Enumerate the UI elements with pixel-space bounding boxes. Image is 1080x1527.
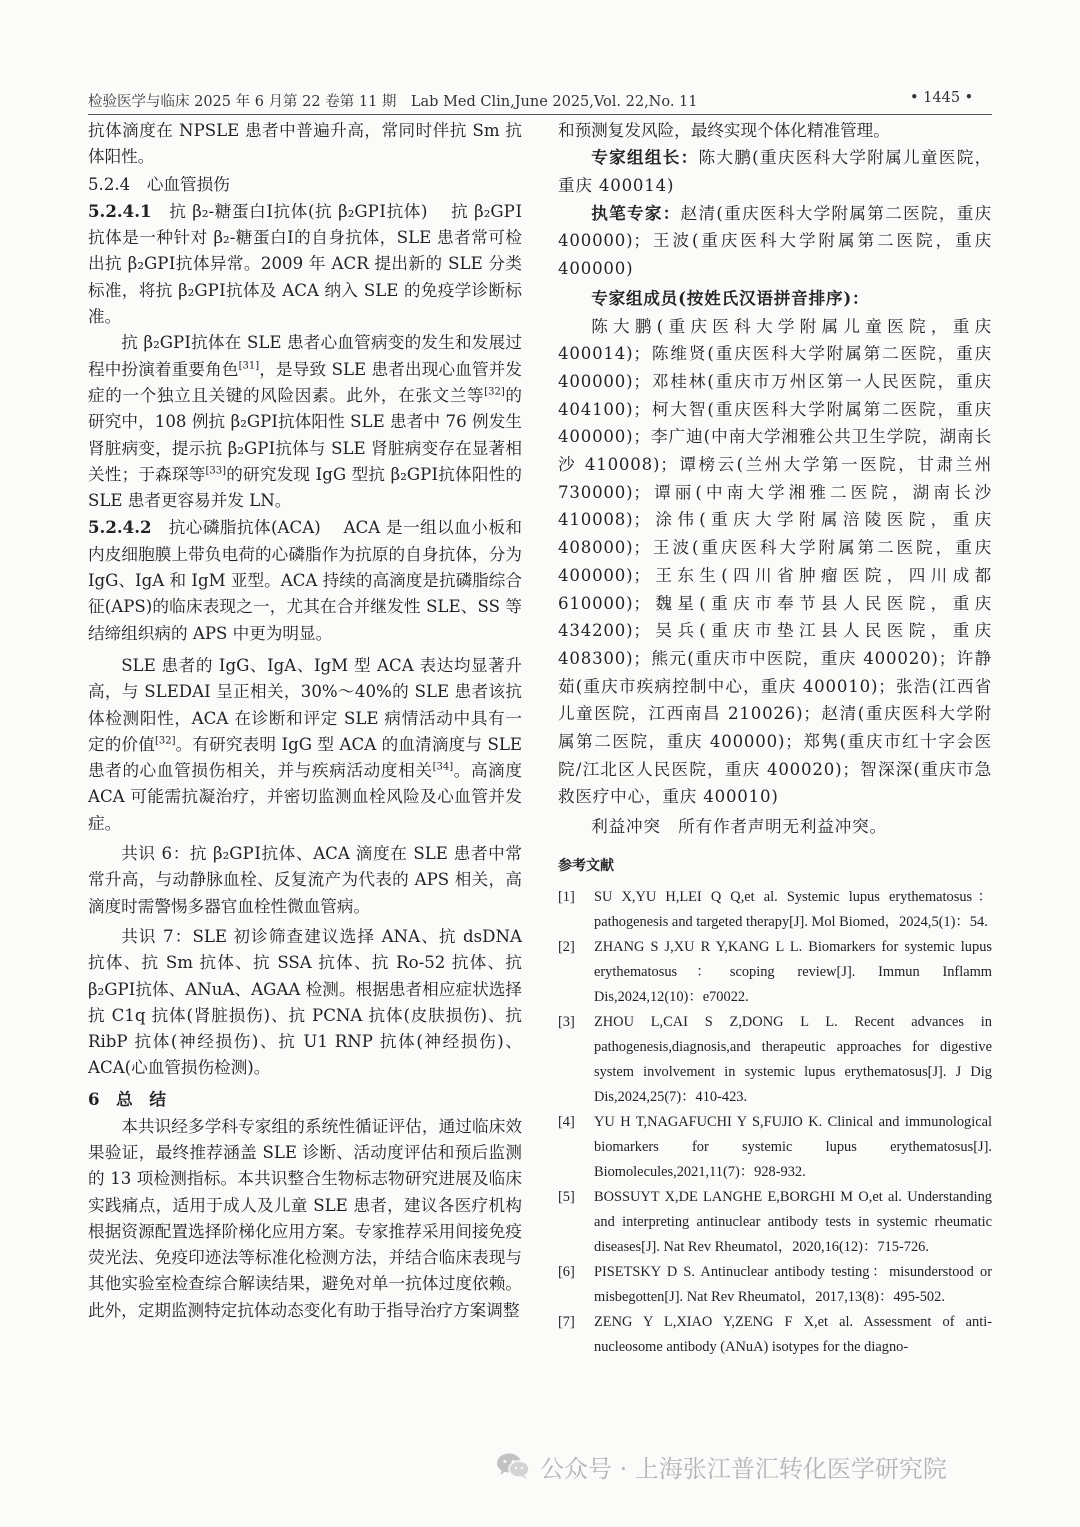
section-heading-5-2-4: 5.2.4 心血管损伤	[88, 174, 230, 194]
heading-title: 抗 β₂-糖蛋白Ⅰ抗体(抗 β₂GPⅠ抗体)	[169, 201, 428, 221]
paragraph-anti-b2gp1	[88, 330, 522, 514]
wechat-icon	[496, 1452, 530, 1480]
text-run: SLE 患者的 IgG、IgA、IgM 型 ACA 表达均显著升高，与 SLEDAI 呈正相关，30%～40%的 SLE 患者该抗体检测阳性，ACA 在诊断和评定 SLE 病情活动中具有一定的价值	[88, 655, 522, 754]
expert-members-heading: 专家组成员(按姓氏汉语拼音排序)：	[591, 287, 870, 308]
reference-item	[558, 1260, 992, 1310]
reference-item	[558, 1310, 992, 1360]
text: 陈大鹏(重庆医科大学附属儿童医院，重庆 400014)	[558, 148, 992, 195]
reference-text: ZHOU L,CAI S Z,DONG L L. Recent advances in pathogenesis,diagnosis,and therapeutic approaches for digestive system involvement in systemic lupus erythematosus[J]. J Dig Dis,2024,25(7)：410-423.	[594, 1013, 992, 1105]
reference-item	[558, 935, 992, 1010]
reference-item	[558, 1185, 992, 1260]
reference-number: [1]	[558, 888, 575, 905]
citation-32: [32]	[484, 386, 505, 398]
heading-title: 抗心磷脂抗体(ACA)	[168, 518, 321, 538]
expert-members-list: 陈大鹏(重庆医科大学附属儿童医院，重庆 400014)；陈维贤(重庆医科大学附属第二医院，重庆 400000)；邓桂林(重庆市万州区第一人民医院，重庆 404100)；柯大智(重庆医科大学附属第二医院，重庆 400000)；李广迪(中南大学湘雅公共卫生学院，湖南长沙 410008)；谭榜云(兰州大学第一医院，甘肃兰州 730000)；谭丽(中南大学湘雅二医院，湖南长沙 410008)；涂伟(重庆大学附属涪陵医院，重庆 408000)；王波(重庆医科大学附属第二医院，重庆 400000)；王东生(四川省肿瘤医院，四川成都 610000)；魏星(重庆市奉节县人民医院，重庆 434200)；吴兵(重庆市垫江县人民医院，重庆 408300)；熊元(重庆市中医院，重庆 400020)；许静茹(重庆市疾病控制中心，重庆 400010)；张浩(江西省儿童医院，江西南昌 210026)；赵清(重庆医科大学附属第二医院，重庆 400000)；郑隽(重庆市红十字会医院/江北区人民医院，重庆 400020)；智深深(重庆市急救医疗中心，重庆 400010)	[558, 316, 992, 807]
reference-text: ZENG Y L,XIAO Y,ZENG F X,et al. Assessment of anti-nucleosome antibody (ANuA) isotypes for the diagno-	[594, 1313, 992, 1355]
watermark	[496, 1446, 947, 1486]
reference-number: [7]	[558, 1313, 575, 1330]
section-heading-6-summary: 6 总 结	[88, 1088, 166, 1109]
paragraph-text: 抗 β₂GPⅠ抗体是一种针对 β₂-糖蛋白Ⅰ的自身抗体，SLE 患者常可检出抗 β₂GPⅠ抗体异常。2009 年 ACR 提出新的 SLE 分类标准，将抗 β₂GPⅠ抗体及 ACA 纳入 SLE 的免疫学诊断标准。	[88, 201, 522, 327]
right-column	[558, 118, 992, 1360]
reference-list	[558, 885, 992, 1360]
text-run: ，是导致 SLE 患者出现心血管并发症的一个独立且关键的风险因素。此外，在张文兰等	[88, 359, 522, 405]
reference-text: SU X,YU H,LEI Q Q,et al. Systemic lupus erythematosus：pathogenesis and targeted therapy[J]. Mol Biomed，2024,5(1)：54.	[594, 888, 992, 930]
header-rule	[88, 114, 992, 115]
text-run: 抗 β₂GPⅠ抗体在 SLE 患者心血管病变的发生和发展过程中扮演着重要角色	[88, 333, 522, 379]
paragraph-continued: 和预测复发风险，最终实现个体化精准管理。	[558, 121, 890, 140]
running-header-page-number: • 1445 •	[910, 90, 974, 106]
reference-number: [5]	[558, 1188, 575, 1205]
paragraph-aca	[88, 653, 522, 837]
text-run: 。高滴度 ACA 可能需抗凝治疗，并密切监测血栓风险及心血管并发症。	[88, 761, 523, 833]
writing-experts	[558, 200, 992, 283]
reference-text: YU H T,NAGAFUCHI Y S,FUJIO K. Clinical and immunological biomarkers for systemic lupus erythematosus[J]. Biomolecules,2021,11(7)：928-932.	[594, 1113, 992, 1180]
references-title: 参考文献	[558, 857, 614, 874]
text-run: 的研究发现 IgG 型抗 β₂GPⅠ抗体阳性的 SLE 患者更容易并发 LN。	[88, 464, 522, 511]
reference-number: [4]	[558, 1113, 575, 1130]
section-5-2-4-1	[88, 198, 522, 330]
summary-paragraph: 本共识经多学科专家组的系统性循证评估，通过临床效果验证，最终推荐涵盖 SLE 诊断、活动度评估和预后监测的 13 项检测指标。本共识整合生物标志物研究进展及临床实践痛点，适用于成人及儿童 SLE 患者，建议各医疗机构根据资源配置选择阶梯化应用方案。专家推荐采用间接免疫荧光法、免疫印迹法等标准化检测方法，并结合临床表现与其他实验室检查综合解读结果，避免对单一抗体过度依赖。此外，定期监测特定抗体动态变化有助于指导治疗方案调整	[88, 1116, 522, 1320]
reference-number: [2]	[558, 938, 575, 955]
citation-32b: [32]	[154, 735, 176, 747]
reference-number: [6]	[558, 1263, 575, 1280]
text: 赵清(重庆医科大学附属第二医院，重庆 400000)；王波(重庆医科大学附属第二医院，重庆 400000)	[558, 203, 993, 279]
running-header-journal: 检验医学与临床 2025 年 6 月第 22 卷第 11 期 Lab Med Clin,June 2025,Vol. 22,No. 11	[88, 94, 698, 110]
consensus-7: 共识 7：SLE 初诊筛查建议选择 ANA、抗 dsDNA 抗体、抗 Sm 抗体、抗 SSA 抗体、抗 Ro-52 抗体、抗 β₂GPⅠ抗体、ANuA、AGAA 检测。根据患者相应症状选择抗 C1q 抗体(肾脏损伤)、抗 PCNA 抗体(皮肤损伤)、抗 RibP 抗体(神经损伤)、抗 U1 RNP 抗体(神经损伤)、ACA(心血管损伤检测)。	[88, 926, 522, 1078]
expert-group-leader	[558, 144, 992, 199]
citation-34: [34]	[432, 761, 454, 773]
text-run: 。有研究表明 IgG 型 ACA 的血清滴度与 SLE 患者的心血管损伤相关，并与疾病活动度相关	[88, 734, 522, 781]
section-5-2-4-2	[88, 514, 522, 646]
reference-item	[558, 1010, 992, 1110]
label: 专家组组长：	[591, 147, 699, 168]
reference-text: PISETSKY D S. Antinuclear antibody testing：misunderstood or misbegotten[J]. Nat Rev Rheumatol，2017,13(8)：495-502.	[594, 1263, 992, 1305]
heading-number: 5.2.4.1	[88, 200, 152, 221]
watermark-text: 公众号 · 上海张江普汇转化医学研究院	[540, 1454, 947, 1483]
reference-number: [3]	[558, 1013, 575, 1030]
consensus-6: 共识 6：抗 β₂GPⅠ抗体、ACA 滴度在 SLE 患者中常常升高，与动静脉血栓、反复流产为代表的 APS 相关，高滴度时需警惕多器官血栓性微血管病。	[88, 844, 522, 916]
reference-text: BOSSUYT X,DE LANGHE E,BORGHI M O,et al. Understanding and interpreting antinuclear antibody tests in systemic rheumatic diseases[J]. Nat Rev Rheumatol，2020,16(12)：715-726.	[594, 1188, 992, 1255]
text-run: 的研究中，108 例抗 β₂GPⅠ抗体阳性 SLE 患者中 76 例发生肾脏病变，提示抗 β₂GPⅠ抗体与 SLE 肾脏病变存在显著相关性；于森琛等	[88, 385, 523, 484]
label: 执笔专家：	[591, 202, 681, 223]
paragraph-text: ACA 是一组以血小板和内皮细胞膜上带负电荷的心磷脂作为抗原的自身抗体，分为 IgG、IgA 和 IgM 亚型。ACA 持续的高滴度是抗磷脂综合征(APS)的临床表现之一，尤其在合并继发性 SLE、SS 等结缔组织病的 APS 中更为明显。	[88, 518, 522, 643]
citation-33: [33]	[205, 465, 227, 477]
left-column	[88, 118, 522, 1324]
heading-number: 5.2.4.2	[88, 517, 152, 538]
conflict-of-interest: 利益冲突 所有作者声明无利益冲突。	[591, 817, 887, 837]
citation-31: [31]	[238, 360, 260, 372]
reference-item	[558, 1110, 992, 1185]
reference-text: ZHANG S J,XU R Y,KANG L L. Biomarkers for systemic lupus erythematosus：scoping review[J]. Immun Inflamm Dis,2024,12(10)：e70022.	[594, 938, 992, 1005]
reference-item	[558, 885, 992, 935]
paragraph-continued: 抗体滴度在 NPSLE 患者中普遍升高，常同时伴抗 Sm 抗体阳性。	[88, 121, 522, 167]
